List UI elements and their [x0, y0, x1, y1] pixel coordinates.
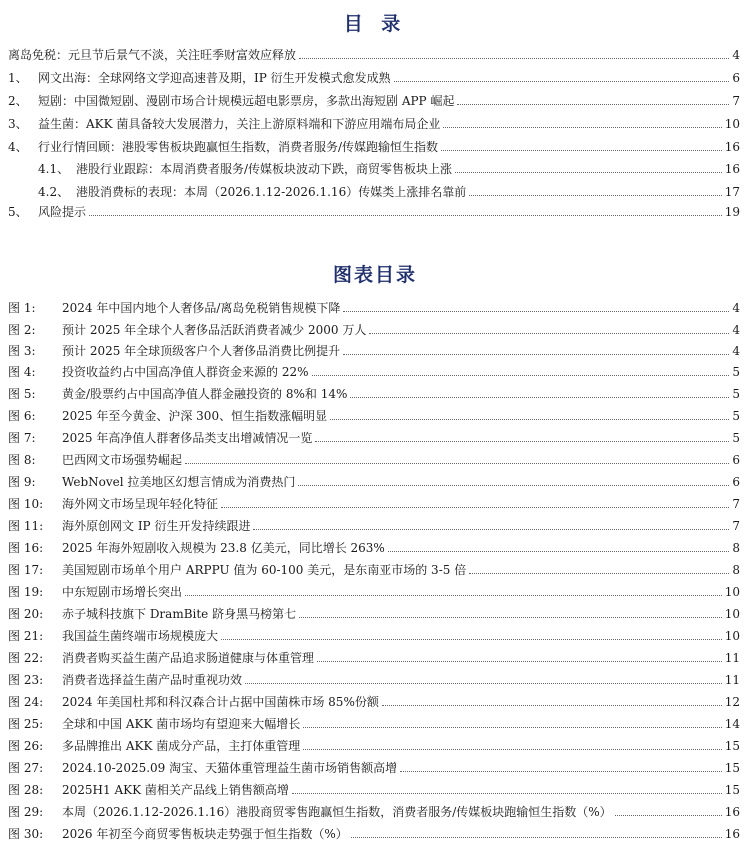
figure-entry[interactable]: [8, 779, 740, 797]
figure-number: 图 17:: [8, 563, 44, 577]
toc-entry[interactable]: [8, 201, 740, 219]
figure-caption: 2025 年海外短剧收入规模为 23.8 亿美元，同比增长 263%: [62, 541, 385, 555]
figure-number: 图 4:: [8, 365, 36, 379]
figure-caption: 赤子城科技旗下 DramBite 跻身黑马榜第七: [62, 607, 297, 621]
toc-entry[interactable]: [8, 90, 740, 108]
figure-number: 图 11:: [8, 519, 44, 533]
toc-entry-text: 网文出海：全球网络文学迎高速普及期，IP 衍生开发模式愈发成熟: [38, 71, 391, 85]
figure-entry[interactable]: [8, 319, 740, 337]
toc-entry-page: 16: [724, 140, 740, 154]
figure-entry[interactable]: [8, 405, 740, 423]
figure-page: 16: [724, 805, 740, 819]
figure-entry[interactable]: [8, 471, 740, 489]
toc-entry-page: 17: [724, 185, 740, 199]
figure-page: 5: [732, 387, 740, 401]
figure-page: 4: [732, 344, 740, 358]
figure-entry[interactable]: [8, 340, 740, 358]
figure-entry[interactable]: [8, 669, 740, 687]
toc-entry-text: 离岛免税：元旦节后景气不淡，关注旺季财富效应释放: [8, 48, 297, 62]
figure-page: 15: [724, 739, 740, 753]
figure-number: 图 5:: [8, 387, 36, 401]
figure-caption: 多品牌推出 AKK 菌成分产品，主打体重管理: [62, 739, 301, 753]
figure-entry[interactable]: [8, 647, 740, 665]
toc-entry-number: 3、: [8, 117, 28, 131]
dot-leader: [351, 837, 722, 838]
dot-leader: [469, 195, 722, 196]
dot-leader: [315, 441, 729, 442]
figure-caption: 消费者购买益生菌产品追求肠道健康与体重管理: [62, 651, 315, 665]
figure-number: 图 8:: [8, 453, 36, 467]
figure-caption: 我国益生菌终端市场规模庞大: [62, 629, 219, 643]
dot-leader: [350, 397, 729, 398]
figure-number: 图 25:: [8, 717, 44, 731]
figure-page: 7: [732, 519, 740, 533]
toc-entry-page: 4: [732, 48, 740, 62]
toc-entry[interactable]: [8, 67, 740, 85]
figure-entry[interactable]: [8, 691, 740, 709]
toc-entry-number: 1、: [8, 71, 28, 85]
figure-index-title: 图表目录: [332, 264, 417, 286]
figure-entry[interactable]: [8, 427, 740, 445]
dot-leader: [303, 727, 721, 728]
dot-leader: [343, 354, 729, 355]
figure-number: 图 29:: [8, 805, 44, 819]
toc-entry-text: 港股行业跟踪：本周消费者服务/传媒板块波动下跌，商贸零售板块上涨: [76, 162, 453, 176]
dot-leader: [400, 771, 722, 772]
figure-caption: 2026 年初至今商贸零售板块走势强于恒生指数（%）: [62, 827, 348, 841]
figure-caption: 海外原创网文 IP 衍生开发持续跟进: [62, 519, 251, 533]
figure-page: 8: [732, 563, 740, 577]
toc-entry-text: 港股消费标的表现：本周（2026.1.12-2026.1.16）传媒类上涨排名靠前: [76, 185, 467, 199]
toc-entry-text: 行业行情回顾：港股零售板块跑赢恒生指数，消费者服务/传媒跑输恒生指数: [38, 140, 439, 154]
figure-caption: 预计 2025 年全球个人奢侈品活跃消费者减少 2000 万人: [62, 323, 367, 337]
figure-number: 图 10:: [8, 497, 44, 511]
figure-caption: 2025 年至今黄金、沪深 300、恒生指数涨幅明显: [62, 409, 328, 423]
figure-caption: 投资收益约占中国高净值人群资金来源的 22%: [62, 365, 309, 379]
figure-page: 6: [732, 453, 740, 467]
dot-leader: [299, 617, 722, 618]
figure-page: 10: [724, 585, 740, 599]
figure-entry[interactable]: [8, 493, 740, 511]
figure-caption: 消费者选择益生菌产品时重视功效: [62, 673, 243, 687]
dot-leader: [303, 749, 721, 750]
figure-entry[interactable]: [8, 297, 740, 315]
figure-entry[interactable]: [8, 537, 740, 555]
toc-entry[interactable]: [8, 44, 740, 62]
figure-entry[interactable]: [8, 603, 740, 621]
figure-page: 16: [724, 827, 740, 841]
figure-page: 14: [724, 717, 740, 731]
dot-leader: [388, 551, 730, 552]
dot-leader: [221, 639, 722, 640]
dot-leader: [299, 58, 729, 59]
figure-entry[interactable]: [8, 625, 740, 643]
figure-page: 15: [724, 783, 740, 797]
figure-number: 图 21:: [8, 629, 44, 643]
dot-leader: [369, 333, 729, 334]
figure-page: 11: [724, 651, 740, 665]
figure-number: 图 19:: [8, 585, 44, 599]
figure-caption: 海外网文市场呈现年轻化特征: [62, 497, 219, 511]
figure-entry[interactable]: [8, 559, 740, 577]
figure-number: 图 24:: [8, 695, 44, 709]
figure-caption: 中东短剧市场增长突出: [62, 585, 183, 599]
figure-page: 4: [732, 301, 740, 315]
toc-entry-number: 2、: [8, 94, 28, 108]
figure-entry[interactable]: [8, 757, 740, 775]
figure-page: 12: [724, 695, 740, 709]
figure-caption: 预计 2025 年全球顶级客户个人奢侈品消费比例提升: [62, 344, 341, 358]
toc-subentry[interactable]: [38, 158, 740, 176]
toc-entry-number: 5、: [8, 205, 28, 219]
figure-number: 图 27:: [8, 761, 44, 775]
toc-entry-number: 4.2、: [38, 185, 70, 199]
dot-leader: [245, 683, 722, 684]
figure-caption: 2025H1 AKK 菌相关产品线上销售额高增: [62, 783, 289, 797]
dot-leader: [455, 172, 722, 173]
figure-page: 15: [724, 761, 740, 775]
toc-entry-page: 7: [732, 94, 740, 108]
figure-entry[interactable]: [8, 713, 740, 731]
figure-entry[interactable]: [8, 581, 740, 599]
dot-leader: [298, 485, 729, 486]
figure-page: 7: [732, 497, 740, 511]
dot-leader: [292, 793, 722, 794]
figure-caption: 2024.10-2025.09 淘宝、天猫体重管理益生菌市场销售额高增: [62, 761, 398, 775]
figure-number: 图 28:: [8, 783, 44, 797]
figure-number: 图 2:: [8, 323, 36, 337]
dot-leader: [221, 507, 729, 508]
figure-page: 10: [724, 607, 740, 621]
toc-entry-page: 6: [732, 71, 740, 85]
figure-number: 图 30:: [8, 827, 44, 841]
dot-leader: [343, 311, 729, 312]
figure-page: 5: [732, 365, 740, 379]
dot-leader: [253, 529, 729, 530]
figure-entry[interactable]: [8, 515, 740, 533]
figure-number: 图 9:: [8, 475, 36, 489]
figure-caption: 2024 年美国杜邦和科汉森合计占据中国菌株市场 85%份额: [62, 695, 379, 709]
figure-caption: 2024 年中国内地个人奢侈品/离岛免税销售规模下降: [62, 301, 341, 315]
figure-caption: 全球和中国 AKK 菌市场均有望迎来大幅增长: [62, 717, 301, 731]
figure-caption: 巴西网文市场强势崛起: [62, 453, 183, 467]
figure-page: 11: [724, 673, 740, 687]
toc-title: 目 录: [343, 13, 407, 35]
dot-leader: [382, 705, 722, 706]
figure-number: 图 7:: [8, 431, 36, 445]
toc-entry-page: 16: [724, 162, 740, 176]
toc-entry-page: 19: [724, 205, 740, 219]
toc-entry[interactable]: [8, 113, 740, 131]
dot-leader: [185, 595, 722, 596]
figure-number: 图 26:: [8, 739, 44, 753]
figure-caption: 黄金/股票约占中国高净值人群金融投资的 8%和 14%: [62, 387, 348, 401]
figure-page: 5: [732, 409, 740, 423]
figure-number: 图 1:: [8, 301, 36, 315]
dot-leader: [443, 127, 721, 128]
figure-caption: WebNovel 拉美地区幻想言情成为消费热门: [62, 475, 296, 489]
dot-leader: [89, 215, 722, 216]
dot-leader: [457, 104, 729, 105]
dot-leader: [615, 815, 722, 816]
figure-number: 图 22:: [8, 651, 44, 665]
dot-leader: [317, 661, 722, 662]
figure-entry[interactable]: [8, 801, 740, 819]
figure-caption: 本周（2026.1.12-2026.1.16）港股商贸零售跑赢恒生指数，消费者服务/传媒板块跑输恒生指数（%）: [62, 805, 612, 819]
figure-entry[interactable]: [8, 735, 740, 753]
toc-entry-text: 益生菌：AKK 菌具备较大发展潜力，关注上游原料端和下游应用端布局企业: [38, 117, 441, 131]
dot-leader: [394, 81, 730, 82]
figure-entry[interactable]: [8, 449, 740, 467]
dot-leader: [185, 463, 729, 464]
figure-caption: 美国短剧市场单个用户 ARPPU 值为 60-100 美元，是东南亚市场的 3-5 倍: [62, 563, 467, 577]
figure-page: 8: [732, 541, 740, 555]
toc-entry[interactable]: [8, 136, 740, 154]
figure-number: 图 16:: [8, 541, 44, 555]
toc-entry-number: 4、: [8, 140, 28, 154]
figure-page: 10: [724, 629, 740, 643]
figure-number: 图 20:: [8, 607, 44, 621]
toc-subentry[interactable]: [38, 181, 740, 199]
figure-caption: 2025 年高净值人群奢侈品类支出增减情况一览: [62, 431, 313, 445]
dot-leader: [441, 150, 722, 151]
toc-entry-page: 10: [724, 117, 740, 131]
figure-page: 5: [732, 431, 740, 445]
dot-leader: [312, 375, 730, 376]
figure-page: 4: [732, 323, 740, 337]
dot-leader: [330, 419, 729, 420]
toc-entry-text: 短剧：中国微短剧、漫剧市场合计规模远超电影票房，多款出海短剧 APP 崛起: [38, 94, 455, 108]
figure-number: 图 3:: [8, 344, 36, 358]
dot-leader: [469, 573, 729, 574]
figure-entry[interactable]: [8, 823, 740, 841]
figure-number: 图 23:: [8, 673, 44, 687]
figure-number: 图 6:: [8, 409, 36, 423]
figure-entry[interactable]: [8, 383, 740, 401]
figure-page: 6: [732, 475, 740, 489]
toc-entry-number: 4.1、: [38, 162, 70, 176]
toc-entry-text: 风险提示: [38, 205, 87, 219]
figure-entry[interactable]: [8, 361, 740, 379]
